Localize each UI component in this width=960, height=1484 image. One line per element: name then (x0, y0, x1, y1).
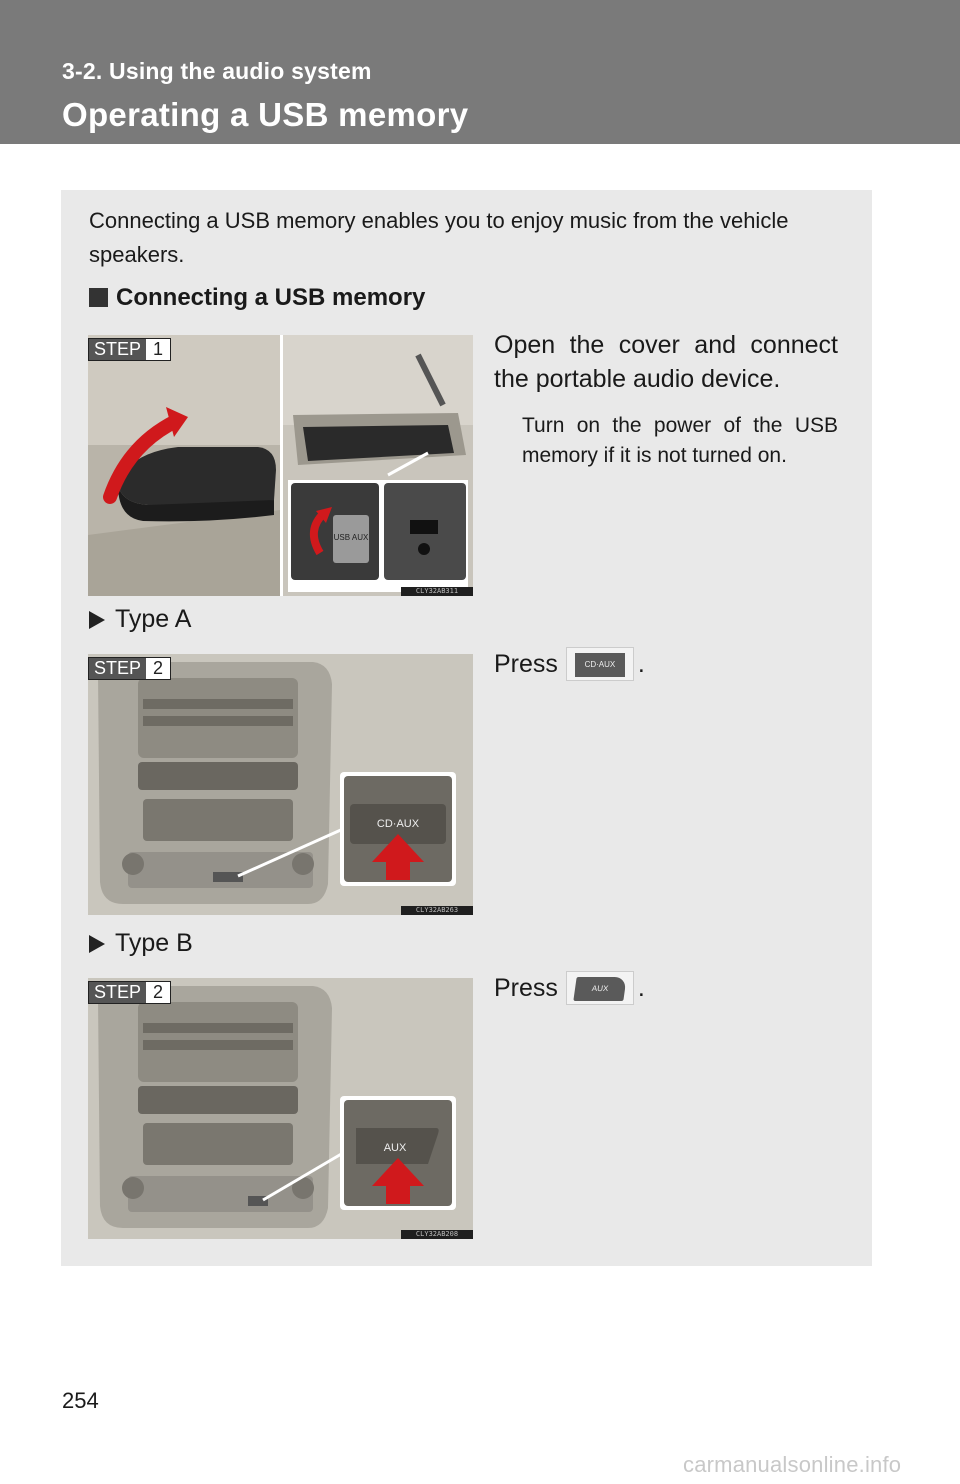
type-a-illustration (88, 654, 473, 915)
subheading (89, 284, 425, 312)
step-badge-number: 2 (146, 982, 170, 1003)
site-watermark: carmanualsonline.info (683, 1452, 902, 1477)
step-badge-label: STEP (89, 658, 146, 679)
type-b-label-text: Type B (115, 929, 193, 957)
step1-instruction: Open the cover and connect the portable audio device. (494, 331, 838, 393)
usb-aux-label: USB AUX (333, 533, 369, 542)
step-badge-number: 2 (146, 658, 170, 679)
step1-note: Turn on the power of the USB memory if it is not turned on. (522, 414, 838, 467)
type-a-label (89, 605, 191, 634)
type-b-instruction (494, 971, 645, 1005)
type-b-illustration (88, 978, 473, 1239)
page-number: 254 (62, 1388, 99, 1413)
step-badge-number: 1 (146, 339, 170, 360)
subheading-text: Connecting a USB memory (116, 284, 426, 311)
type-a-step-badge (88, 657, 171, 680)
figure-code: CLY32AB263 (401, 906, 473, 915)
press-text: Press (494, 973, 558, 1002)
armrest-console-drawing (88, 335, 473, 596)
right-triangle-icon (89, 611, 105, 629)
figure-code: CLY32AB311 (401, 587, 473, 596)
audio-panel-type-a-drawing (88, 654, 473, 915)
right-triangle-icon (89, 935, 105, 953)
step1-badge (88, 338, 171, 361)
cd-aux-button-icon (566, 647, 634, 681)
aux-button-face: AUX (573, 977, 626, 1001)
page-title: Operating a USB memory (62, 96, 469, 133)
intro-paragraph: Connecting a USB memory enables you to enjoy music from the vehicle speakers. (89, 208, 789, 267)
trailing-period: . (637, 973, 645, 1002)
type-a-label-text: Type A (115, 605, 192, 633)
step-badge-label: STEP (89, 339, 146, 360)
step-badge-label: STEP (89, 982, 146, 1003)
step1-illustration (88, 335, 473, 596)
section-label: 3-2. Using the audio system (62, 58, 372, 84)
trailing-period: . (637, 649, 645, 678)
cd-aux-illustration-label: CD·AUX (376, 818, 420, 830)
audio-panel-type-b-drawing (88, 978, 473, 1239)
aux-button-icon (566, 971, 634, 1005)
aux-illustration-label: AUX (383, 1142, 407, 1154)
cd-aux-button-face: CD·AUX (575, 653, 625, 677)
type-b-label (89, 929, 193, 958)
square-bullet-icon (89, 288, 108, 307)
type-a-instruction (494, 647, 645, 681)
press-text: Press (494, 649, 558, 678)
figure-code: CLY32AB208 (401, 1230, 473, 1239)
type-b-step-badge (88, 981, 171, 1004)
